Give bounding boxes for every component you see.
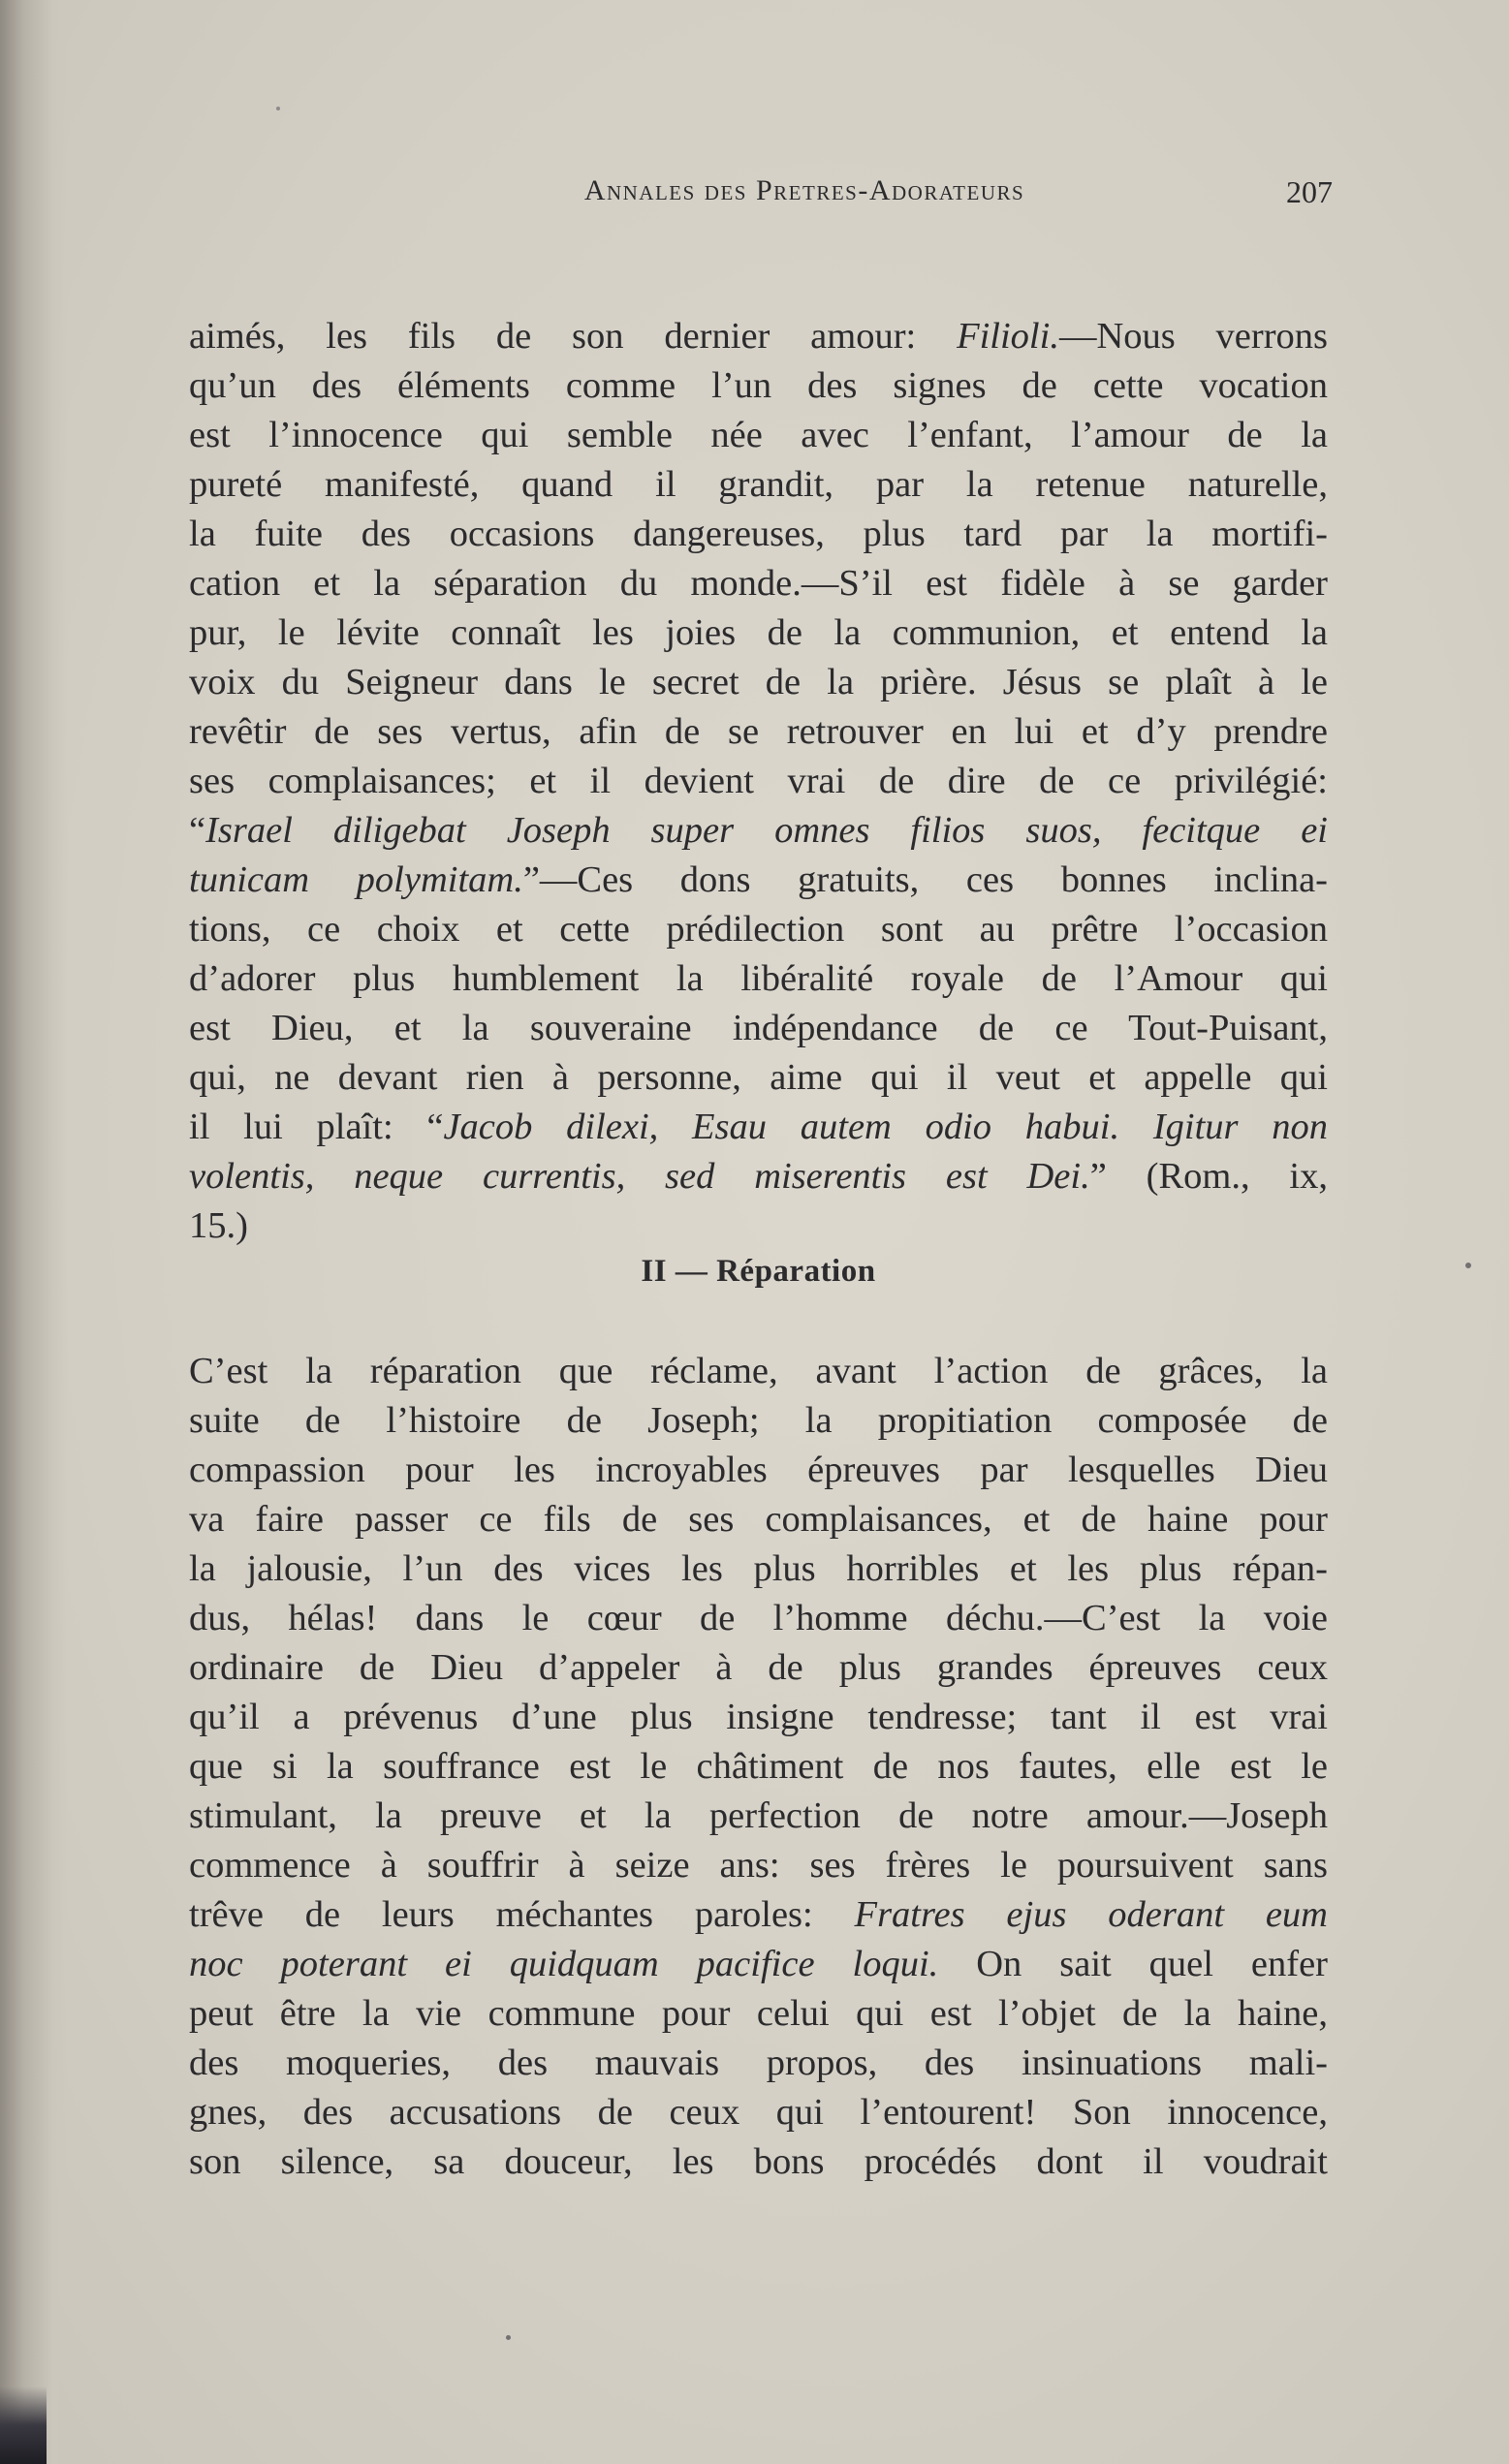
text-segment: est Dieu, et la souveraine indépendance de ce Tout-Puisant, <box>189 1008 1328 1048</box>
text-segment: compassion pour les incroyables épreuves par lesquelles Dieu <box>189 1450 1328 1490</box>
text-segment: la jalousie, l’un des vices les plus horribles et les plus répan- <box>189 1548 1328 1589</box>
italic-segment: volentis, neque currentis, sed miserentis est Dei. <box>189 1156 1090 1197</box>
paragraph-1 <box>189 312 1328 1251</box>
text-line <box>189 1594 1328 1643</box>
text-segment: commence à souffrir à seize ans: ses frères le poursuivent sans <box>189 1845 1328 1886</box>
paper-speck <box>506 2335 511 2340</box>
text-segment: des moqueries, des mauvais propos, des insinuations mali- <box>189 2043 1328 2083</box>
text-segment: “ <box>189 810 206 851</box>
text-line <box>189 1841 1328 1890</box>
text-line <box>189 312 1328 361</box>
text-line <box>189 954 1328 1004</box>
text-line <box>189 905 1328 954</box>
text-line <box>189 608 1328 658</box>
text-segment: On sait quel enfer <box>938 1944 1328 1984</box>
section-spacer <box>189 1296 1328 1347</box>
text-line <box>189 411 1328 460</box>
body-text <box>189 312 1328 2187</box>
text-line <box>189 658 1328 707</box>
text-line <box>189 2088 1328 2137</box>
italic-segment: tunicam polymitam. <box>189 859 523 900</box>
text-line <box>189 1446 1328 1495</box>
text-line <box>189 1742 1328 1792</box>
text-segment: il lui plaît: “ <box>189 1107 444 1147</box>
book-spine-shadow <box>0 0 68 2464</box>
text-segment: voix du Seigneur dans le secret de la prière. Jésus se plaît à le <box>189 662 1328 702</box>
text-line <box>189 1004 1328 1053</box>
text-segment: pureté manifesté, quand il grandit, par la retenue naturelle, <box>189 464 1328 505</box>
text-segment: son silence, sa douceur, les bons procédés dont il voudrait <box>189 2141 1328 2182</box>
italic-segment: Filioli. <box>957 316 1059 357</box>
italic-segment: Fratres ejus oderant eum <box>854 1894 1328 1935</box>
text-segment: que si la souffrance est le châtiment de nos fautes, elle est le <box>189 1746 1328 1787</box>
binding-edge <box>0 2386 47 2464</box>
text-segment: trêve de leurs méchantes paroles: <box>189 1894 855 1935</box>
text-line <box>189 757 1328 806</box>
text-segment: pur, le lévite connaît les joies de la communion, et entend la <box>189 612 1328 653</box>
text-segment: stimulant, la preuve et la perfection de notre amour.—Joseph <box>189 1795 1328 1836</box>
text-segment: la fuite des occasions dangereuses, plus tard par la mortifi- <box>189 514 1328 554</box>
text-line <box>189 510 1328 559</box>
text-line <box>189 806 1328 856</box>
page-header <box>189 174 1333 223</box>
text-segment: ses complaisances; et il devient vrai de dire de ce privilégié: <box>189 761 1328 801</box>
text-line <box>189 2039 1328 2088</box>
text-line <box>189 1989 1328 2039</box>
text-line <box>189 1152 1328 1201</box>
text-line <box>189 856 1328 905</box>
text-line <box>189 1396 1328 1446</box>
text-line <box>189 1693 1328 1742</box>
text-line <box>189 2137 1328 2187</box>
text-line <box>189 1495 1328 1544</box>
text-line <box>189 1792 1328 1841</box>
paragraph-2 <box>189 1347 1328 2187</box>
text-segment: aimés, les fils de son dernier amour: <box>189 316 958 357</box>
text-segment: qui, ne devant rien à personne, aime qui il veut et appelle qui <box>189 1057 1328 1098</box>
text-segment: suite de l’histoire de Joseph; la propitiation composée de <box>189 1400 1328 1441</box>
page-number: 207 <box>1286 174 1333 209</box>
text-segment: qu’il a prévenus d’une plus insigne tendresse; tant il est vrai <box>189 1697 1328 1737</box>
text-segment: 15.) <box>189 1205 248 1246</box>
text-segment: tions, ce choix et cette prédilection sont au prêtre l’occasion <box>189 909 1328 950</box>
text-segment: d’adorer plus humblement la libéralité royale de l’Amour qui <box>189 958 1328 999</box>
text-segment: cation et la séparation du monde.—S’il est fidèle à se garder <box>189 563 1328 604</box>
text-segment: ”—Ces dons gratuits, ces bonnes inclina- <box>522 859 1328 900</box>
text-line <box>189 1643 1328 1693</box>
text-line <box>189 460 1328 510</box>
text-segment: est l’innocence qui semble née avec l’enfant, l’amour de la <box>189 415 1328 455</box>
section-title: II — Réparation <box>641 1254 876 1289</box>
text-segment: revêtir de ses vertus, afin de se retrouver en lui et d’y prendre <box>189 711 1328 752</box>
text-line <box>189 1347 1328 1396</box>
italic-segment: Israel diligebat Joseph super omnes filios suos, fecitque ei <box>205 810 1328 851</box>
running-head: Annales des Pretres-Adorateurs <box>583 174 1025 206</box>
paper-speck <box>1465 1263 1471 1268</box>
text-line <box>189 1544 1328 1594</box>
text-segment: C’est la réparation que réclame, avant l’action de grâces, la <box>189 1351 1328 1391</box>
text-line <box>189 361 1328 411</box>
text-line <box>189 1103 1328 1152</box>
text-segment: va faire passer ce fils de ses complaisances, et de haine pour <box>189 1499 1328 1540</box>
text-line <box>189 1890 1328 1940</box>
text-segment: qu’un des éléments comme l’un des signes de cette vocation <box>189 365 1328 406</box>
italic-segment: noc poterant ei quidquam pacifice loqui. <box>189 1944 939 1984</box>
text-segment: gnes, des accusations de ceux qui l’entourent! Son innocence, <box>189 2092 1328 2133</box>
paper-speck <box>276 107 280 110</box>
italic-segment: Jacob dilexi, Esau autem odio habui. Igitur non <box>443 1107 1329 1147</box>
text-line <box>189 559 1328 608</box>
text-segment: —Nous verrons <box>1058 316 1329 357</box>
text-segment: ordinaire de Dieu d’appeler à de plus grandes épreuves ceux <box>189 1647 1328 1688</box>
text-segment: dus, hélas! dans le cœur de l’homme déchu.—C’est la voie <box>189 1598 1328 1638</box>
text-line <box>189 1940 1328 1989</box>
text-line <box>189 1053 1328 1103</box>
text-segment: peut être la vie commune pour celui qui est l’objet de la haine, <box>189 1993 1328 2034</box>
text-segment: ” (Rom., ix, <box>1089 1156 1329 1197</box>
text-line <box>189 707 1328 757</box>
text-line <box>189 1201 1328 1251</box>
